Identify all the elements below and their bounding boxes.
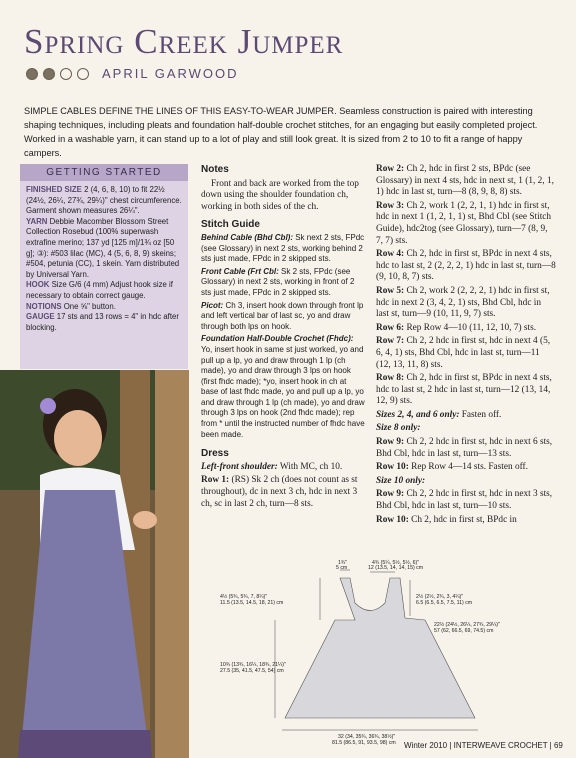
stitch-guide-text: Ch 3, insert hook down through front lp and left vertical bar of last sc, yo and draw through both lps on hook. [201, 300, 364, 331]
pattern-row-text: Ch 2, 2 hdc in first st, hdc in next 4 (5, 6, 4, 1) sts, Bhd Cbl, hdc in last st, turn—11 (12, 13, 11, 8) sts. [376, 336, 551, 370]
neck-width-label: 4¾ (5¼, 5½, 5½, 6)" [372, 560, 420, 566]
stitch-guide-item [201, 233, 365, 265]
column-middle [201, 164, 365, 512]
garment-schematic [220, 558, 560, 748]
pattern-row-label: Row 9: [376, 437, 405, 448]
skirt-length-cm: 27.5 (35, 41.5, 47.5, 54) cm [220, 668, 284, 674]
notes-heading: Notes [201, 164, 229, 175]
pattern-row-label: Sizes 2, 4, and 6 only: [376, 409, 460, 420]
row1-text: (RS) Sk 2 ch (does not count as st throughout), dc in next 3 ch, hdc in next 3 ch, sc in last 2 ch, turn—8 sts. [201, 475, 358, 509]
stitch-guide-item [201, 301, 365, 333]
pattern-row [376, 286, 556, 321]
pattern-row [376, 373, 556, 408]
yarn-label: YARN [26, 216, 48, 226]
finished-size-label: FINISHED SIZE [26, 185, 82, 194]
pattern-row-text: Ch 2, hdc in first 2 sts, BPdc (see Glossary) in next 4 sts, hdc in next st, 1 (1, 2, 1, 1) hdc in last st, turn—8 (8, 9, 8, 8) sts. [376, 164, 554, 198]
hook-text: Size G/6 (4 mm) Adjust hook size if necessary to obtain correct gauge. [26, 280, 173, 300]
hook-label: HOOK [26, 280, 50, 290]
pattern-row-label: Row 10: [376, 462, 409, 473]
pattern-row-text: Rep Row 4—14 sts. Fasten off. [408, 462, 528, 473]
row1-label: Row 1: [201, 475, 230, 486]
chest-label: 22½ (24½, 26¼, 27¾, 29¼)" [434, 622, 500, 628]
pattern-row-text: Fasten off. [459, 409, 502, 420]
pattern-row [376, 462, 556, 474]
stitch-guide-item [201, 267, 365, 299]
pattern-row-label: Size 10 only: [376, 475, 426, 486]
pattern-row-text: Ch 2, hdc in first st, BPdc in [408, 514, 517, 525]
pattern-row-text: Ch 2, 2 hdc in first st, hdc in next 3 sts, Bhd Cbl, hdc in last st, turn—10 sts. [376, 489, 553, 512]
neck-width-cm: 12 (13.5, 14, 14, 15) cm [368, 565, 424, 571]
pattern-row-label: Row 9: [376, 489, 405, 500]
stitch-guide-term: Front Cable (Frt Cbl: [201, 266, 279, 276]
stitch-guide-term: Foundation Half-Double Crochet (Fhdc): [201, 334, 354, 344]
dress-heading: Dress [201, 448, 229, 460]
pattern-row [376, 476, 556, 488]
pattern-row [376, 410, 556, 422]
pattern-row [376, 515, 556, 527]
strap-width-cm: 5 cm [336, 565, 348, 571]
page-footer: Winter 2010 | INTERWEAVE CROCHET | 69 [404, 741, 563, 750]
pattern-row-text: Ch 2, hdc in first st, BPdc in next 4 sts, hdc to last st, 2 hdc in last st, turn—12 (13, 14, 12, 9) sts. [376, 373, 552, 407]
pattern-row-label: Row 5: [376, 285, 405, 296]
stitch-guide-item [201, 334, 365, 440]
stitch-guide-heading: Stitch Guide [201, 219, 260, 231]
chest-cm: 57 (62, 66.5, 69, 74.5) cm [434, 628, 494, 634]
pattern-row-label: Row 8: [376, 373, 405, 384]
column-right [376, 164, 556, 528]
pattern-row [376, 336, 556, 371]
pattern-row-text: Ch 2, work 2 (2, 2, 2, 1) hdc in first st, hdc in next 2 (3, 4, 2, 1) sts, Bhd Cbl, hdc in last st, turn—9 (10, 11, 9, 7) sts. [376, 285, 550, 320]
notes-text: Front and back are worked from the top down using the shoulder foundation ch, working in both sides of the ch. [201, 178, 359, 212]
pattern-row [376, 323, 556, 335]
bodice-length-cm: 11.5 (13.5, 14.5, 18, 21) cm [220, 600, 284, 606]
intro-paragraph [24, 104, 554, 160]
pattern-row-text: Rep Row 4—10 (11, 12, 10, 7) sts. [404, 322, 537, 333]
stitch-guide-term: Behind Cable (Bhd Cbl): [201, 232, 293, 242]
pattern-row-text: Ch 2, 2 hdc in first st, hdc in next 6 sts, Bhd Cbl, hdc in last st, turn—13 sts. [376, 437, 553, 459]
pattern-row-label: Row 10: [376, 514, 409, 525]
gauge-label: GAUGE [26, 312, 55, 322]
byline [26, 66, 239, 81]
hem-cm: 81.5 (86.5, 91, 93.5, 98) cm [332, 740, 396, 746]
intro-body: Seamless construction is paired with interesting shaping techniques, including pleats and foundation half-double crochet stitches, for an engaging but easily completed project. Worked in a washable yarn, it can stand up to a lot of play and still look great. It is sized from 2 to 10 to fit a range of happy campers. [24, 106, 538, 158]
pattern-title: Spring Creek Jumper [24, 22, 344, 61]
notions-label: NOTIONS [26, 301, 62, 311]
pattern-row [376, 164, 556, 199]
pattern-row [376, 437, 556, 460]
hem-label: 32 (34, 35¾, 36¾, 38½)" [338, 734, 396, 740]
bodice-length-label: 4½ (5¾, 5¾, 7, 8¼)" [220, 594, 268, 600]
left-front-text: With MC, ch 10. [277, 461, 343, 472]
strap-width-label: 1¾" [338, 560, 348, 566]
author-name: APRIL GARWOOD [102, 66, 239, 81]
stitch-guide-text: Sk next 2 sts, FPdc (see Glossary) in next 2 sts, working behind 2 sts just made, FPdc in 2 skipped sts. [201, 232, 365, 264]
difficulty-dot-empty-1 [60, 68, 72, 80]
stitch-guide-text: Sk 2 sts, FPdc (see Glossary) in next 2 sts, working in front of 2 sts just made, FPdc in 2 skipped sts. [201, 266, 355, 297]
stitch-guide-list [201, 233, 365, 440]
pattern-row-text: Ch 2, work 1 (2, 2, 1, 1) hdc in first st, hdc in next 1 (1, 2, 1, 1) st, Bhd Cbl (see Stitch Guide), hdc2tog (see Glossary), turn—7 (8, 9, 7, 7) sts. [376, 200, 552, 246]
pattern-row-text: Ch 2, hdc in first st, BPdc in next 4 sts, hdc to last st, 2 (2, 2, 2, 1) hdc in last st, turn—8 (9, 10, 8, 7) sts. [376, 249, 556, 283]
getting-started-heading: GETTING STARTED [20, 164, 188, 181]
difficulty-dot-filled-2 [43, 68, 55, 80]
skirt-length-label: 10¾ (13¾, 16¼, 18¾, 21¼)" [220, 662, 286, 668]
pattern-row-label: Size 8 only: [376, 423, 421, 434]
armhole-label: 2½ (2½, 2¾, 3, 4¼)" [416, 594, 464, 600]
pattern-row-label: Row 7: [376, 336, 405, 347]
pattern-row-label: Row 4: [376, 249, 405, 260]
pattern-row-label: Row 6: [376, 322, 405, 333]
stitch-guide-term: Picot: [201, 300, 224, 310]
left-front-label: Left-front shoulder: [201, 461, 278, 472]
difficulty-dot-empty-2 [77, 68, 89, 80]
finished-size-text: 2 (4, 6, 8, 10) to fit 22½ (24½, 26¼, 27¾, 29¼)" chest circumference. Garment shown measures 26¼". [26, 185, 182, 216]
pattern-row [376, 249, 556, 284]
gauge-text: 17 sts and 13 rows = 4" in hdc after blocking. [26, 312, 179, 332]
pattern-row [376, 201, 556, 247]
difficulty-dot-filled-1 [26, 68, 38, 80]
getting-started-box [20, 164, 188, 369]
yarn-text: Debbie Macomber Blossom Street Collection Rosebud (100% superwash extrafine merino; 137 yd [125 m]/1¾ oz [50 g]; ③): #503 lilac (MC), 4 (5, 6, 8, 9) skeins; #504, petunia (CC), 1 skein. Yarn distributed by Universal Yarn. [26, 216, 180, 279]
intro-lead: SIMPLE CABLES DEFINE THE LINES OF THIS EASY-TO-WEAR JUMPER. [24, 106, 337, 116]
stitch-guide-text: Yo, insert hook in same st just worked, yo and pull up a lp, yo and draw through 1 lp (ch made), yo and draw through 3 lps on hook (first fhdc made); *yo, insert hook in ch at base of last fhdc made, yo and pull up a lp, yo and draw through 1 lp (ch made), yo and draw through 3 lps on hook (2nd fhdc made); rep from * until the instructed number of fhdc have been made. [201, 344, 365, 439]
model-photo [0, 370, 189, 758]
pattern-row-label: Row 2: [376, 164, 405, 174]
pattern-row [376, 423, 556, 435]
armhole-cm: 6.5 (6.5, 6.5, 7.5, 11) cm [416, 600, 473, 606]
pattern-row [376, 489, 556, 512]
pattern-row-label: Row 3: [376, 200, 405, 211]
notions-text: One ⅝" button. [63, 301, 116, 311]
